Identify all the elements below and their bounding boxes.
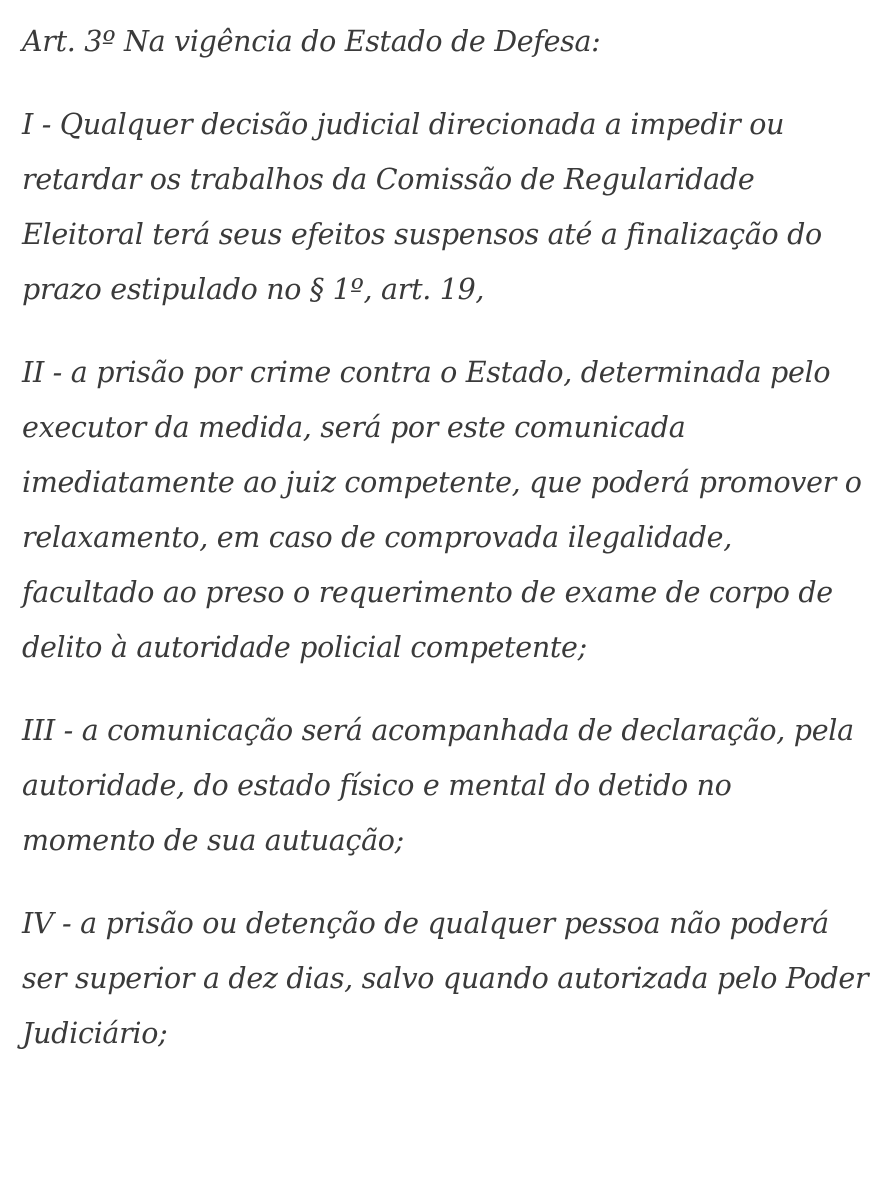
paragraph-inciso-iii: III - a comunicação será acompanhada de declaração, pela autoridade, do estado físico e mental do detido no momento de sua autuação; xyxy=(22,714,854,857)
paragraph-inciso-ii: II - a prisão por crime contra o Estado, determinada pelo executor da medida, será por este comunicada imediatamente ao juiz competente, que poderá promover o relaxamento, em caso de comprovada ilegalidade, facultado ao preso o requerimento de exame de corpo de delito à autoridade policial competente; xyxy=(22,356,862,664)
paragraph-inciso-iv: IV - a prisão ou detenção de qualquer pessoa não poderá ser superior a dez dias, salvo quando autorizada pelo Poder Judiciário; xyxy=(22,907,869,1050)
article-heading: Art. 3º Na vigência do Estado de Defesa: xyxy=(22,25,601,58)
document-body xyxy=(22,14,872,1089)
paragraph-inciso-i: I - Qualquer decisão judicial direcionada a impedir ou retardar os trabalhos da Comissão de Regularidade Eleitoral terá seus efeitos suspensos até a finalização do prazo estipulado no § 1º, art. 19, xyxy=(22,108,822,306)
